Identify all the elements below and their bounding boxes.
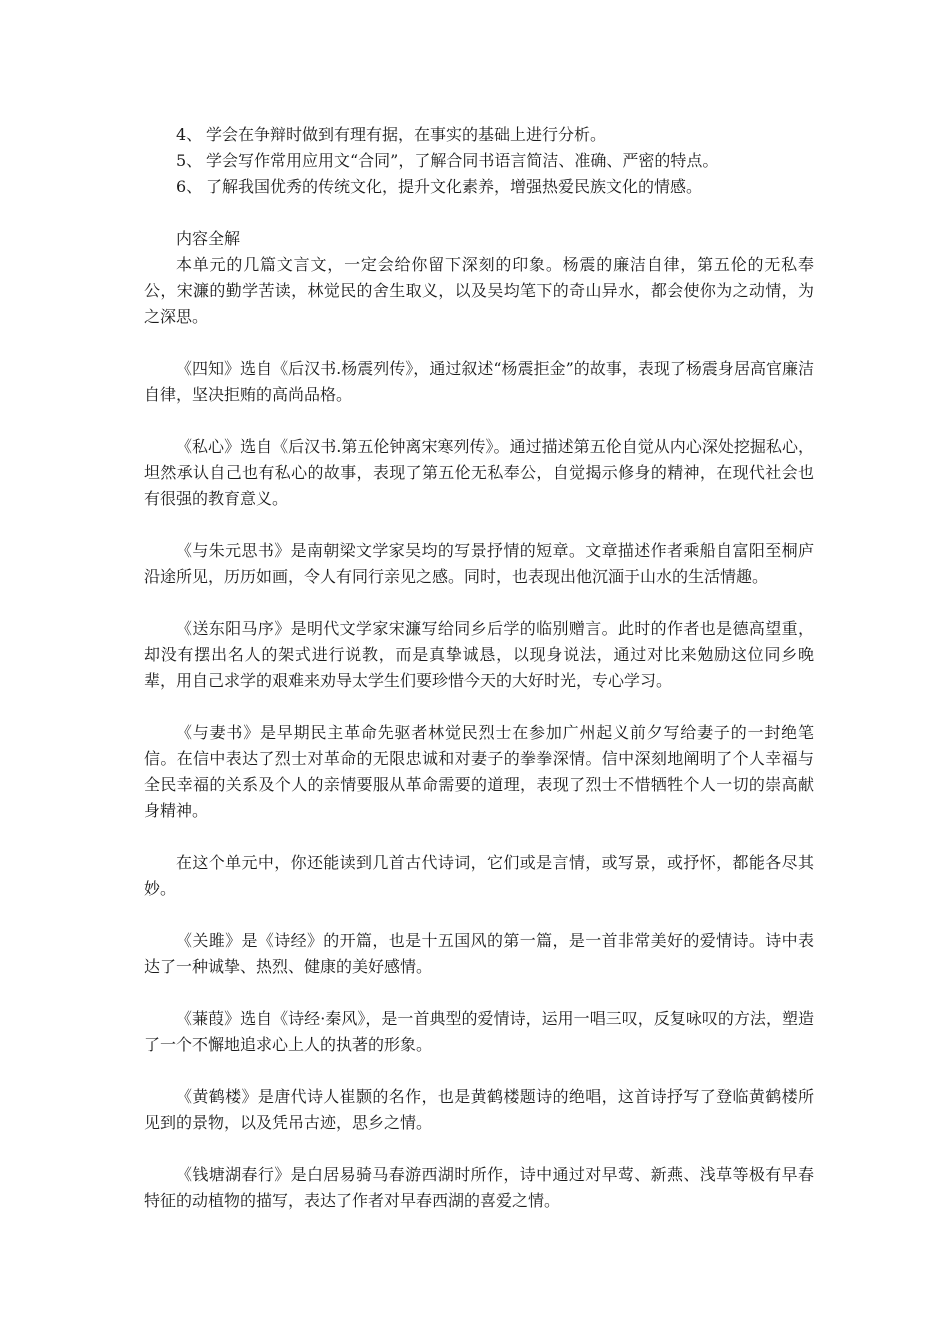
paragraph: 《四知》选自《后汉书.杨震列传》，通过叙述“杨震拒金”的故事，表现了杨震身居高官廉洁自律，坚决拒贿的高尚品格。: [144, 359, 814, 404]
paragraph: 《与朱元思书》是南朝梁文学家吴均的写景抒情的短章。文章描述作者乘船自富阳至桐庐沿途所见，历历如画，令人有同行亲见之感。同时，也表现出他沉湎于山水的生活情趣。: [144, 541, 814, 586]
goal-item: [144, 122, 814, 148]
learning-goals-list: [144, 122, 814, 200]
paragraph: 《与妻书》是早期民主革命先驱者林觉民烈士在参加广州起义前夕写给妻子的一封绝笔信。在信中表达了烈士对革命的无限忠诚和对妻子的拳拳深情。信中深刻地阐明了个人幸福与全民幸福的关系及个人的亲情要服从革命需要的道理，表现了烈士不惜牺牲个人一切的崇高献身精神。: [144, 723, 814, 820]
goal-number: 6、: [176, 177, 203, 196]
paragraph: 《蒹葭》选自《诗经·秦风》，是一首典型的爱情诗，运用一唱三叹，反复咏叹的方法，塑造了一个不懈地追求心上人的执著的形象。: [144, 1009, 814, 1054]
goal-item: [144, 174, 814, 200]
goal-number: 5、: [176, 151, 203, 170]
paragraph: 《钱塘湖春行》是白居易骑马春游西湖时所作，诗中通过对早莺、新燕、浅草等极有早春特征的动植物的描写，表达了作者对早春西湖的喜爱之情。: [144, 1165, 814, 1210]
intro-paragraph: 本单元的几篇文言文，一定会给你留下深刻的印象。杨震的廉洁自律，第五伦的无私奉公，宋濂的勤学苦读，林觉民的舍生取义，以及吴均笔下的奇山异水，都会使你为之动情，为之深思。: [144, 255, 814, 326]
goal-text: 学会在争辩时做到有理有据，在事实的基础上进行分析。: [206, 125, 607, 144]
goal-item: [144, 148, 814, 174]
paragraph: 《关雎》是《诗经》的开篇，也是十五国风的第一篇，是一首非常美好的爱情诗。诗中表达了一种诚挚、热烈、健康的美好感情。: [144, 931, 814, 976]
paragraph: 在这个单元中，你还能读到几首古代诗词，它们或是言情，或写景，或抒怀，都能各尽其妙。: [144, 853, 814, 898]
paragraph: 《送东阳马序》是明代文学家宋濂写给同乡后学的临别赠言。此时的作者也是德高望重，却没有摆出名人的架式进行说教，而是真挚诚恳，以现身说法，通过对比来勉励这位同乡晚辈，用自己求学的艰难来劝导太学生们要珍惜今天的大好时光，专心学习。: [144, 619, 814, 690]
goal-text: 学会写作常用应用文“合同”，了解合同书语言简洁、准确、严密的特点。: [206, 151, 719, 170]
section-title: 内容全解: [176, 229, 241, 248]
paragraph: 《黄鹤楼》是唐代诗人崔颢的名作，也是黄鹤楼题诗的绝唱，这首诗抒写了登临黄鹤楼所见到的景物，以及凭吊古迹，思乡之情。: [144, 1087, 814, 1132]
goal-text: 了解我国优秀的传统文化，提升文化素养，增强热爱民族文化的情感。: [206, 177, 703, 196]
goal-number: 4、: [176, 125, 203, 144]
paragraph: 《私心》选自《后汉书.第五伦钟离宋寒列传》。通过描述第五伦自觉从内心深处挖掘私心，坦然承认自己也有私心的故事，表现了第五伦无私奉公，自觉揭示修身的精神，在现代社会也有很强的教育意义。: [144, 437, 814, 508]
document-page: [144, 122, 814, 1214]
